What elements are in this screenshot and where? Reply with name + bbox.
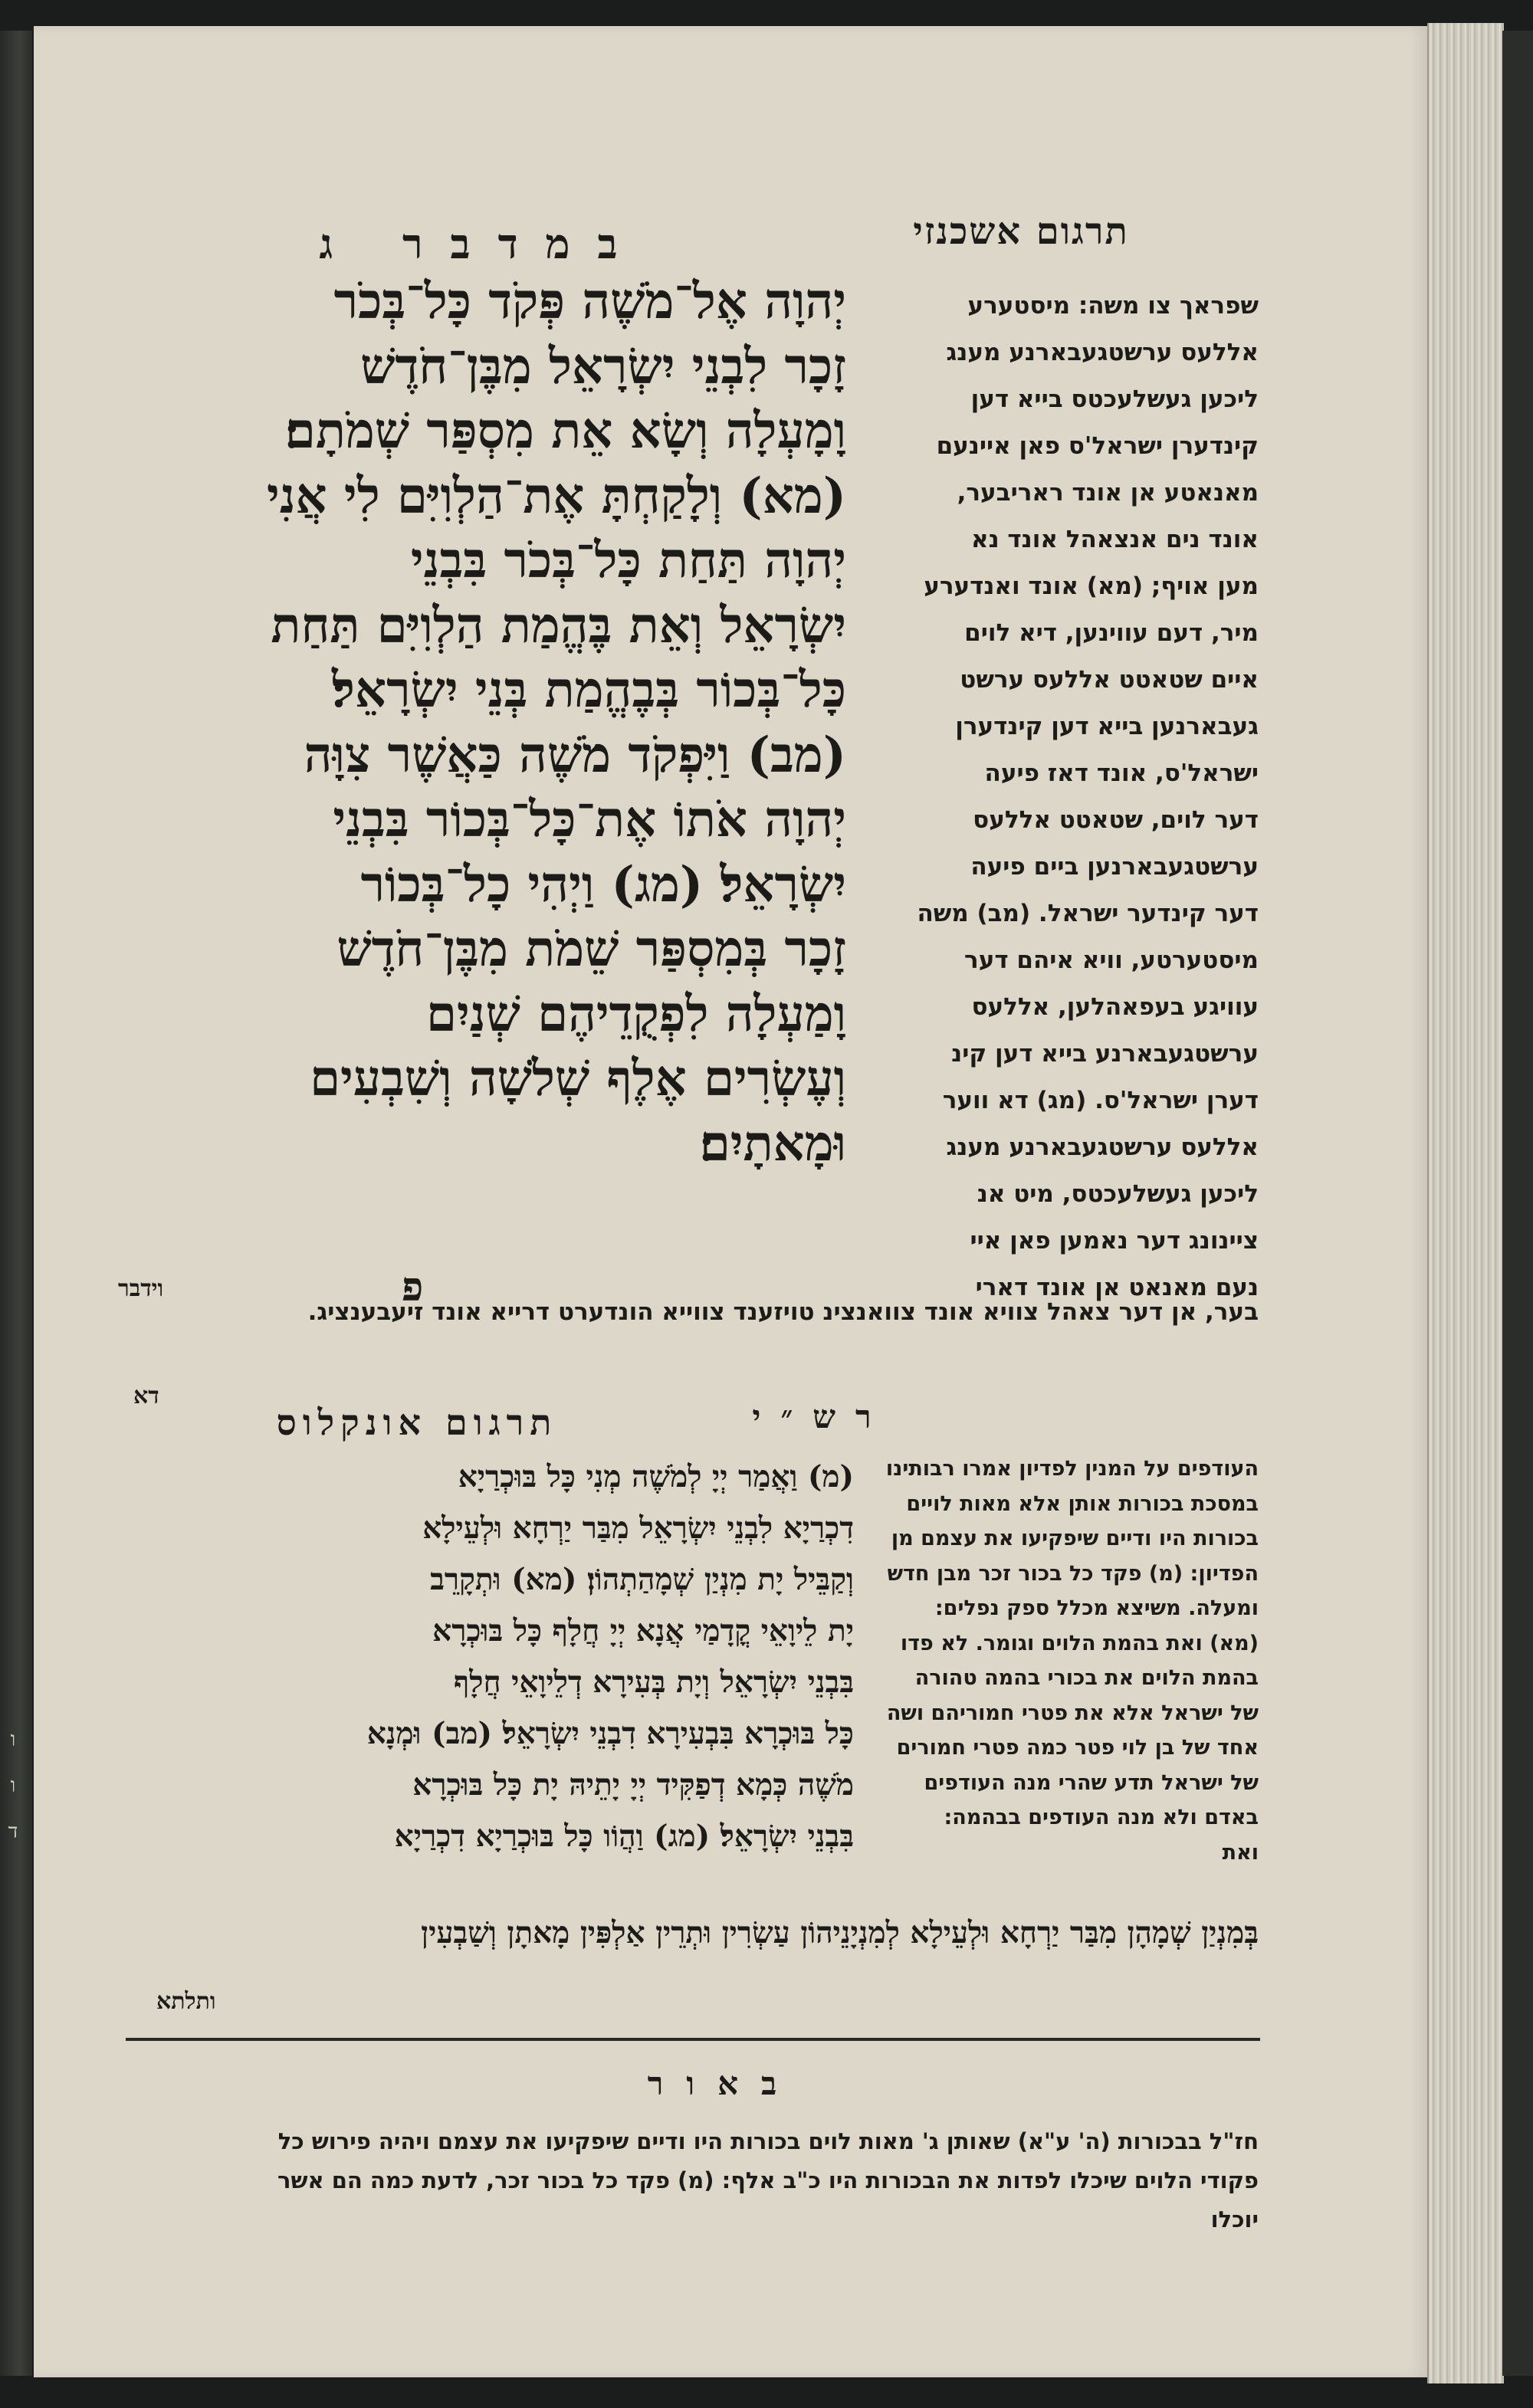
yiddish-line: אללעס ערשטגעבארנע מענג	[946, 1133, 1259, 1161]
hebrew-verse-line: יְהוָה אֶל־מֹשֶׁה פְּקֹד כָּל־בְּכֹר	[333, 273, 846, 330]
hebrew-verse-line: וְעֶשְׂרִים אֶלֶף שְׁלֹשָׁה וְשִׁבְעִים	[310, 1050, 846, 1107]
yiddish-line: ישראל'ס, אונד דאז פיעה	[984, 759, 1259, 787]
yiddish-line: דער קינדער ישראל. (מב) משה	[917, 900, 1259, 927]
onkelos-line: בִּבְנֵי יִשְׂרָאֵל׃ (מג) וַהֲוֹו כָּל בּוּכְרַיָא דִכְרַיָא	[394, 1819, 854, 1854]
yiddish-line: קינדערן ישראל'ס פאן איינעם	[936, 432, 1259, 460]
hebrew-verse-line: (מב) וַיִּפְקֹד מֹשֶׁה כַּאֲשֶׁר צִוָּה	[304, 726, 846, 784]
yiddish-line: איים שטאטט אללעס ערשט	[960, 666, 1259, 694]
catchword: וידבר	[118, 1275, 164, 1302]
yiddish-line: עוויגע בעפאהלען, אללעס	[971, 993, 1259, 1021]
hebrew-verse-line: זָכָר בְּמִסְפַּר שֵׁמֹת מִבֶּן־חֹדֶשׁ	[336, 920, 846, 978]
yiddish-line: ציינונג דער נאמען פאן איי	[970, 1227, 1259, 1255]
yiddish-line: ערשטגעבארנען ביים פיעה	[970, 853, 1259, 881]
book-cover-edge	[1502, 31, 1533, 2376]
biur-line: יוכלו	[1210, 2206, 1259, 2232]
book-page	[34, 26, 1427, 2377]
rashi-line: ומעלה. משיצא מכלל ספק נפלים:	[934, 1596, 1259, 1620]
rashi-line: של ישראל תדע שהרי מנה העודפים	[924, 1770, 1259, 1795]
yiddish-line: געבארנען בייא דען קינדערן	[955, 713, 1259, 740]
yiddish-line: מיסטערטע, וויא איהם דער	[964, 946, 1259, 974]
yiddish-line: ערשטגעבארנע בייא דען קינ	[951, 1040, 1259, 1068]
yiddish-line: מיר, דעם עווינען, דיא לוים	[964, 619, 1259, 647]
hebrew-verse-line: יְהוָה תַּחַת כָּל־בְּכֹר בִּבְנֵי	[410, 532, 846, 589]
rashi-line: הפדיון: (מ) פקד כל בכור זכר מבן חדש	[887, 1561, 1259, 1586]
adjacent-mark: ו	[10, 1728, 16, 1751]
yiddish-translation-column	[829, 283, 1259, 1311]
hebrew-verse-line: יִשְׂרָאֵל׃ (מג) וַיְהִי כָל־בְּכוֹר	[360, 855, 846, 914]
yiddish-line: דער לוים, שטאטט אללעס	[973, 806, 1259, 834]
petucha-mark: פ	[402, 1264, 424, 1311]
yiddish-line: נעם מאנאט אן אונד דארי	[975, 1274, 1259, 1301]
onkelos-line: מֹשֶׁה כְּמָא דְפַקִּיד יְיָ יָתֵיהּ יָת כָּל בּוּכְרָא	[412, 1767, 854, 1803]
hebrew-verse-line: וָמָעְלָה וְשָׂא אֵת מִסְפַּר שְׁמֹתָם׃	[284, 402, 846, 460]
adjacent-page-marks	[2, 1717, 25, 1855]
onkelos-line: יָת לֵיוָאֵי קֳדָמַי אֲנָא יְיָ חֲלָף כָּל בּוּכְרָא	[432, 1613, 854, 1649]
rashi-title: רש״י	[752, 1398, 891, 1435]
yiddish-line: ליכען געשלעכטס, מיט אנ	[977, 1180, 1259, 1208]
yiddish-line: שפראך צו משה: מיסטערע	[967, 292, 1259, 320]
rashi-line: (מא) ואת בהמת הלוים וגומר. לא פדו	[900, 1631, 1259, 1655]
yiddish-line: דערן ישראל'ס. (מג) דא ווער	[942, 1087, 1259, 1114]
onkelos-line: וְקַבֵּיל יָת מִנְיַן שְׁמָהַתְהוֹן׃ (מא) וּתְקָרֵב	[430, 1562, 854, 1597]
catchword: ותלתא	[156, 1988, 216, 2015]
adjacent-page-edge	[0, 31, 32, 2376]
onkelos-line: דִכְרַיָא לִבְנֵי יִשְׂרָאֵל מִבַּר יַרְחָא וּלְעֵילָא	[422, 1511, 854, 1546]
hebrew-verse-line: יְהוָה אֹתוֹ אֶת־כָּל־בְּכוֹר בִּבְנֵי	[333, 791, 846, 848]
onkelos-line: בִּבְנֵי יִשְׂרָאֵל וְיָת בְּעִירָא דְלֵיוָאֵי חֲלָף	[454, 1665, 854, 1700]
rashi-line: אחד של בן לוי פטר כמה פטרי חמורים	[896, 1736, 1259, 1760]
yiddish-translation-title: תרגום אשכנזי	[913, 210, 1129, 253]
biur-commentary	[63, 2122, 1259, 2239]
yiddish-line: מאנאטע אן אונד ראריבער,	[957, 479, 1259, 507]
onkelos-line: כָּל בּוּכְרָא בִּבְעִירָא דִבְנֵי יִשְׂרָאֵל׃ (מב) וּמְנָא	[366, 1716, 854, 1751]
onkelos-title: תרגום אונקלוס	[276, 1402, 558, 1443]
hebrew-verse-line: וּמָאתָיִם׃	[699, 1114, 846, 1173]
rashi-line: ואת	[1222, 1840, 1259, 1865]
yiddish-line: ליכען געשלעכטס בייא דען	[970, 385, 1259, 413]
rashi-line: העודפים על המנין לפדיון אמרו רבותינו	[885, 1457, 1259, 1481]
rashi-line: של ישראל אלא את פטרי חמוריהם ושה	[886, 1701, 1259, 1725]
section-divider	[126, 2038, 1260, 2041]
adjacent-mark: ד	[8, 1820, 18, 1843]
biur-line: פקודי הלוים שיכלו לפדות את הבכורות היו כ"ב אלף: (מ) פקד כל בכור זכר, לדעת כמה הם אשר	[277, 2167, 1259, 2193]
corner-catchword: דא	[133, 1383, 159, 1409]
adjacent-mark: ו	[10, 1774, 16, 1797]
yiddish-line: אללעס ערשטגעבארנע מענג	[946, 339, 1259, 366]
hebrew-verse-line: יִשְׂרָאֵל וְאֵת בֶּהֱמַת הַלְוִיִּם תַּחַת	[271, 596, 846, 654]
rashi-line: באדם ולא מנה העודפים בבהמה:	[944, 1806, 1259, 1829]
yiddish-line: מען אויף; (מא) אונד ואנדערע	[924, 572, 1259, 600]
hebrew-verse-line: זָכָר לִבְנֵי יִשְׂרָאֵל מִבֶּן־חֹדֶשׁ	[360, 337, 846, 395]
rashi-line: בהמת הלוים את בכורי בהמה טהורה	[914, 1666, 1259, 1690]
yiddish-translation-tail: בער, אן דער צאהל צוויא אונד צוואנצינ טויזענד צווייא הונדערט דרייא אונד זיעבענציג.	[307, 1298, 1259, 1326]
rashi-line: בכורות היו ודיים שיפקיעו את עצמם מן	[891, 1527, 1259, 1550]
hebrew-verse-line: וָמַעְלָה לִפְקֻדֵיהֶם שְׁנַיִם	[426, 985, 846, 1043]
page-running-head: במדבר ג	[319, 219, 645, 268]
onkelos-translation-column	[57, 1452, 854, 1862]
biur-line: חז"ל בבכורות (ה' ע"א) שאותן ג' מאות לוים בכורות היו ודיים שיפקיעו את עצמם ויהיה פירוש כל	[277, 2128, 1259, 2154]
yiddish-line: אונד נים אנצאהל אונד נא	[971, 526, 1259, 553]
hebrew-verse-line: כָּל־בְּכוֹר בְּבֶהֱמַת בְּנֵי יִשְׂרָאֵל׃	[332, 661, 846, 719]
onkelos-translation-tail: בְּמִנְיַן שְׁמָהָן מִבַּר יַרְחָא וּלְעֵילָא לְמִנְיָנֵיהוֹן עַשְׂרִין וּתְרֵין אַלְפִּין מָאתָן וְשַׁבְעִין	[421, 1915, 1259, 1950]
page-fore-edge	[1427, 23, 1504, 2383]
hebrew-text-column	[57, 270, 846, 1176]
biur-title: באור	[647, 2065, 800, 2102]
onkelos-line: (מ) וַאֲמַר יְיָ לְמֹשֶׁה מְנִי כָּל בּוּכְרַיָא	[458, 1459, 854, 1494]
hebrew-verse-line: (מא) וְלָקַחְתָּ אֶת־הַלְוִיִּם לִי אֲנִי	[266, 467, 846, 525]
rashi-line: במסכת בכורות אותן אלא מאות לויים	[906, 1491, 1259, 1516]
